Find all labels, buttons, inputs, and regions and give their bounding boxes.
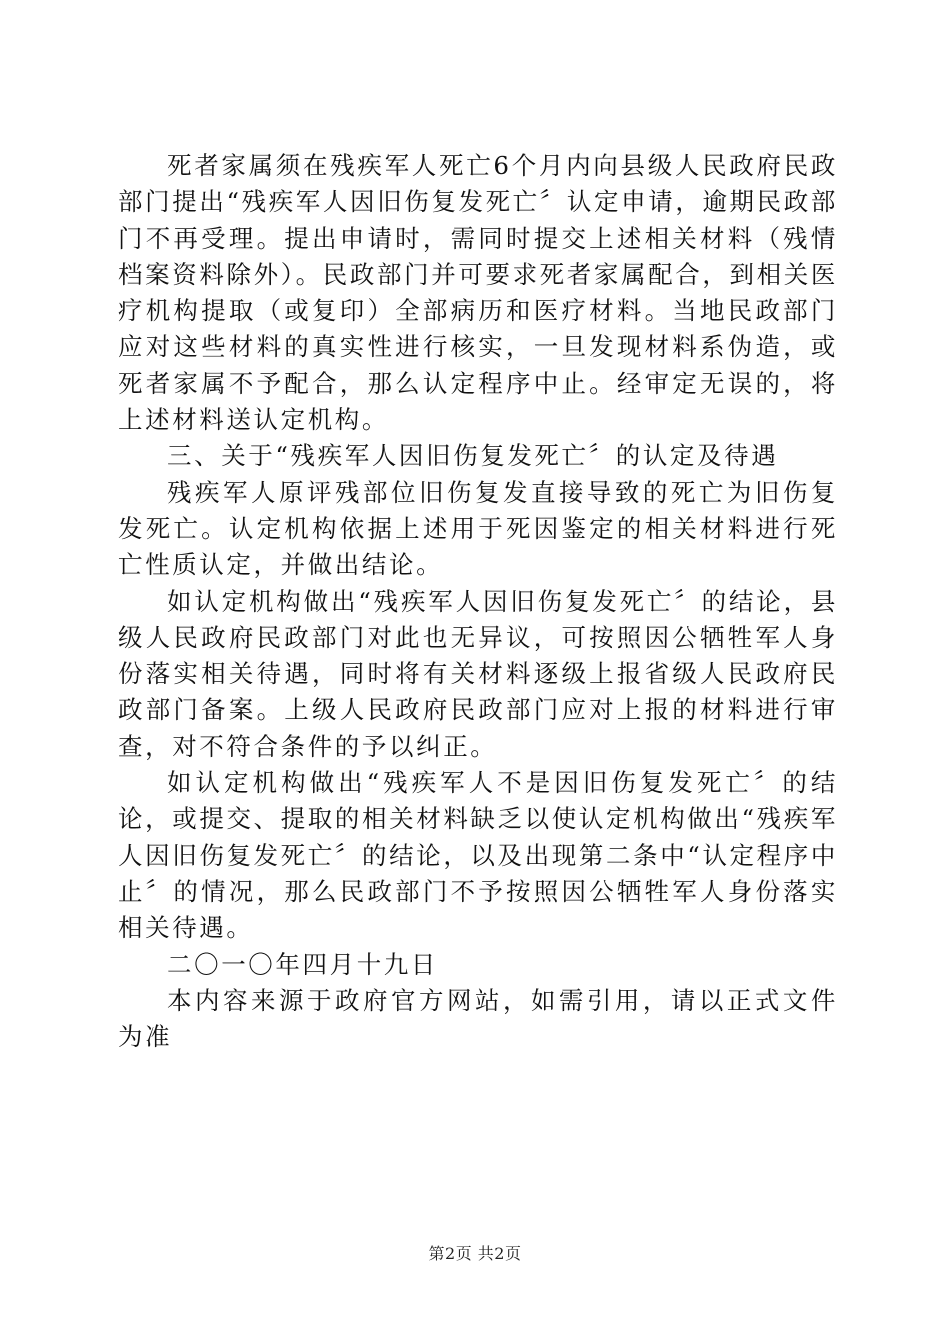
- source-disclaimer: 本内容来源于政府官方网站，如需引用，请以正式文件为准: [118, 985, 838, 1052]
- page-number-footer: 第2页 共2页: [428, 1244, 522, 1263]
- paragraph-application-procedure: 死者家属须在残疾军人死亡6个月内向县级人民政府民政部门提出“残疾军人因旧伤复发死亡〞认定申请，逾期民政部门不再受理。提出申请时，需同时提交上述相关材料（残情档案资料除外）。民政部门并可要求死者家属配合，到相关医疗机构提取（或复印）全部病历和医疗材料。当地民政部门应对这些材料的真实性进行核实，一旦发现材料系伪造，或死者家属不予配合，那么认定程序中止。经审定无误的，将上述材料送认定机构。: [118, 151, 838, 435]
- document-date: 二〇一〇年四月十九日: [167, 949, 438, 979]
- paragraph-negative-conclusion: 如认定机构做出“残疾军人不是因旧伤复发死亡〞的结论，或提交、提取的相关材料缺乏以使认定机构做出“残疾军人因旧伤复发死亡〞的结论，以及出现第二条中“认定程序中止〞的情况，那么民政部门不予按照因公牺牲军人身份落实相关待遇。: [118, 768, 838, 943]
- section-heading-three: 三、关于“残疾军人因旧伤复发死亡〞的认定及待遇: [167, 441, 779, 471]
- paragraph-definition: 残疾军人原评残部位旧伤复发直接导致的死亡为旧伤复发死亡。认定机构依据上述用于死因鉴定的相关材料进行死亡性质认定，并做出结论。: [118, 477, 838, 580]
- document-body: [118, 148, 838, 1055]
- paragraph-positive-conclusion: 如认定机构做出“残疾军人因旧伤复发死亡〞的结论，县级人民政府民政部门对此也无异议，可按照因公牺牲军人身份落实相关待遇，同时将有关材料逐级上报省级人民政府民政部门备案。上级人民政府民政部门应对上报的材料进行审查，对不符合条件的予以纠正。: [118, 586, 838, 761]
